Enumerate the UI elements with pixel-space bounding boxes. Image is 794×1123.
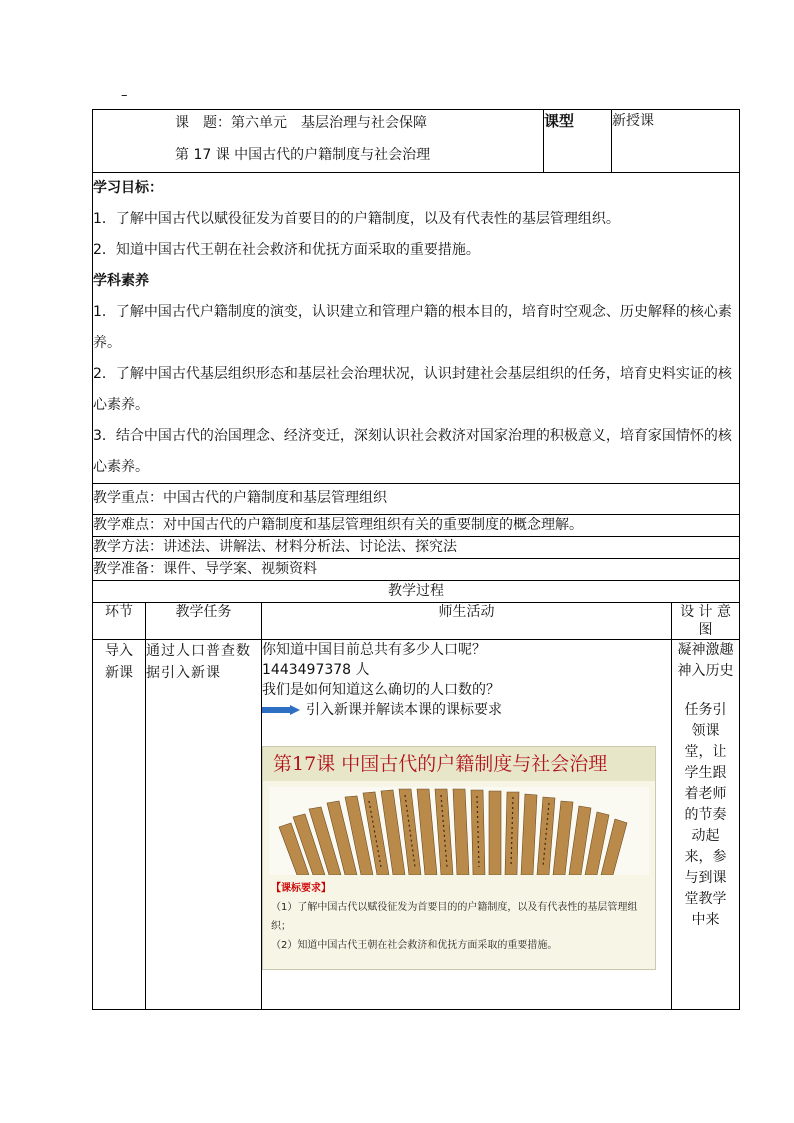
lesson-topic-cell (93, 110, 544, 173)
col-activity: 师生活动 (262, 603, 672, 640)
intro-link (93, 640, 146, 1010)
col-link: 环节 (93, 603, 146, 640)
question-1: 你知道中国目前总共有多少人口呢？ (262, 642, 486, 658)
col-design: 设 计 意 图 (672, 603, 740, 640)
intro-activity (262, 640, 672, 1010)
population-number: 1443497378 人 (262, 662, 370, 678)
question-2: 我们是如何知道这么确切的人口数的？ (262, 682, 500, 698)
literacy-item: 3．结合中国古代的治国理念、经济变迁，深刻认识社会救济对国家治理的积极意义，培育家国情怀的核心素养。 (93, 428, 732, 475)
topic-line: 课 题：第六单元 基层治理与社会保障 (175, 115, 427, 131)
objective-item: 1．了解中国古代以赋役征发为首要目的的户籍制度，以及有代表性的基层管理组织。 (93, 211, 620, 227)
slide-image (262, 746, 656, 970)
req-title: 【课标要求】 (271, 883, 331, 894)
literacy-item: 1．了解中国古代户籍制度的演变，认识建立和管理户籍的根本目的，培育时空观念、历史解释的核心素养。 (93, 304, 732, 351)
design-note-1: 凝神激趣神入历史 (677, 642, 734, 679)
req-item: （2）知道中国古代王朝在社会救济和优抚方面采取的重要措施。 (271, 940, 558, 951)
prep-row: 教学准备：课件、导学案、视频资料 (93, 559, 740, 581)
lesson-type-value: 新授课 (612, 110, 740, 173)
key-point-row: 教学重点：中国古代的户籍制度和基层管理组织 (93, 484, 740, 515)
lesson-type-label: 课型 (544, 110, 612, 173)
curriculum-requirements (271, 879, 645, 955)
process-heading: 教学过程 (93, 581, 740, 603)
req-item: （1）了解中国古代以赋役征发为首要目的的户籍制度，以及有代表性的基层管理组织； (271, 902, 638, 932)
slide-title: 第17课 中国古代的户籍制度与社会治理 (263, 747, 655, 781)
intro-link-text: 导入新课 (105, 643, 133, 681)
lesson-title: 第 17 课 中国古代的户籍制度与社会治理 (175, 147, 431, 163)
design-note-2: 任务引领课堂，让学生跟着老师的节奏动起来，参与到课堂教学中来 (684, 702, 727, 928)
objectives-title: 学习目标： (93, 180, 163, 196)
header-mark: – (121, 88, 128, 103)
lesson-plan-table (92, 109, 740, 1010)
intro-design (672, 640, 740, 1010)
literacy-title: 学科素养 (93, 273, 149, 289)
objective-item: 2．知道中国古代王朝在社会救济和优抚方面采取的重要措施。 (93, 242, 480, 258)
right-arrow-icon (262, 705, 300, 715)
objectives-cell (93, 173, 740, 484)
method-row: 教学方法：讲述法、讲解法、材料分析法、讨论法、探究法 (93, 537, 740, 559)
intro-task: 通过人口普查数据引入新课 (146, 640, 262, 1010)
lead-line (262, 700, 671, 720)
difficulty-row: 教学难点：对中国古代的户籍制度和基层管理组织有关的重要制度的概念理解。 (93, 515, 740, 537)
col-task: 教学任务 (146, 603, 262, 640)
bamboo-slips-picture (269, 787, 649, 875)
literacy-item: 2．了解中国古代基层组织形态和基层社会治理状况，认识封建社会基层组织的任务，培育史料实证的核心素养。 (93, 366, 732, 413)
lead-text: 引入新课并解读本课的课标要求 (306, 702, 502, 718)
